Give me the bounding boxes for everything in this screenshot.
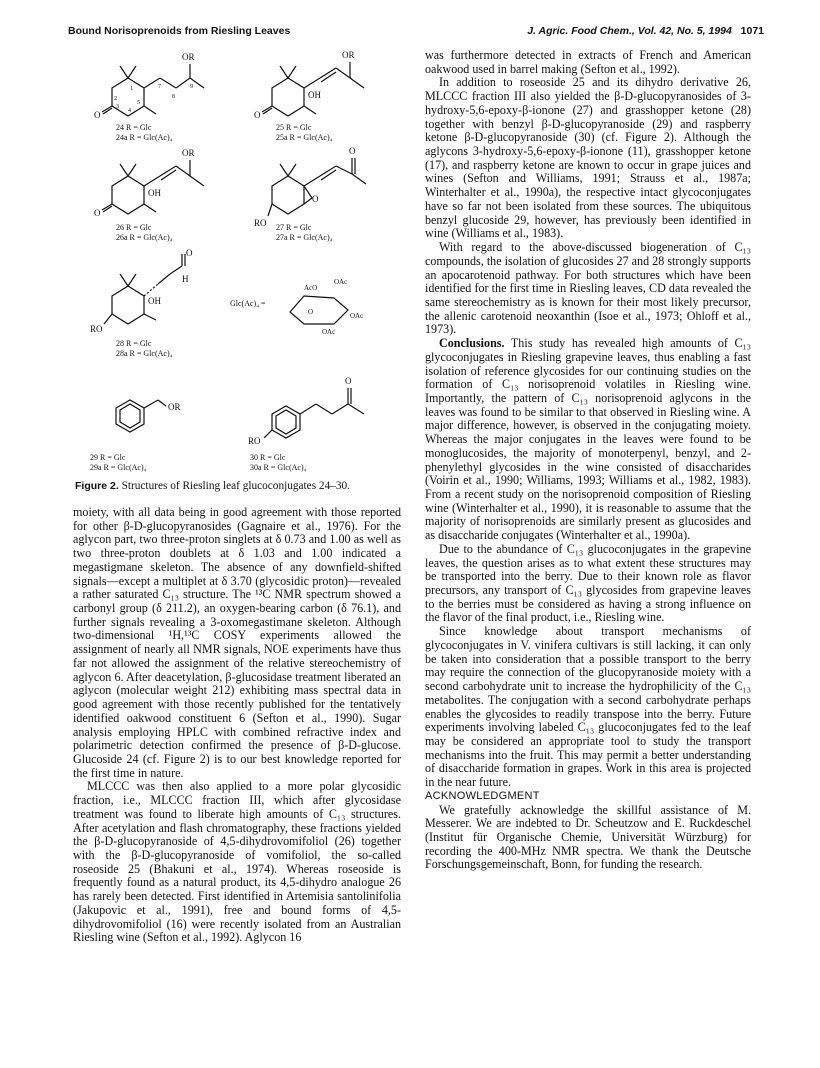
svg-text:9: 9 xyxy=(190,84,193,90)
figure-caption-label: Figure 2. xyxy=(75,480,119,492)
svg-text:H: H xyxy=(182,274,189,284)
left-column xyxy=(73,506,401,945)
svg-text:1: 1 xyxy=(130,86,133,92)
acknowledgment-text: We gratefully acknowledge the skillful assistance of M. Messerer. We are indebted to Dr. Scheutzow and E. Ruckdeschel (Institut für Organische Chemie, Universität Würzburg) for recording the 400-MHz NMR spectra. We thank the Deutsche Forschungsgemeinschaft, Bonn, for funding the research. xyxy=(425,802,751,872)
figure-caption-text: Structures of Riesling leaf glucoconjugates 24–30. xyxy=(118,480,350,492)
right-paragraph-2: With regard to the above-discussed biogeneration of C₁₃ compounds, the isolation of glucosides 27 and 28 strongly supports an apocarotenoid pathway. For both structures which have been identified for the first time in Riesling leaves, CD data revealed the same stereochemistry as is known for their most likely precursor, the allenic carotenoid neoxanthin (Isoe et al., 1973; Ohloff et al., 1973). xyxy=(425,240,751,337)
structure-28 xyxy=(90,248,193,334)
structures-drawing xyxy=(72,48,412,478)
label-30a: 30a R = Glc(Ac)₄ xyxy=(250,463,307,472)
right-paragraph-1: In addition to roseoside 25 and its dihydro derivative 26, MLCCC fraction III also yielded the β-D-glucopyranosides of 3-hydroxy-5,6-epoxy-β-ionone (27) and grasshopper ketone (28) together with benzyl β-D-glucopyranoside (29) and raspberry ketone β-D-glucopyranoside (30) (cf. Figure 2). Although the aglycons 3-hydroxy-5,6-epoxy-β-ionone (11), grasshopper ketone (17), and raspberry ketone are known to occur in grape juices and wines (Sefton and Williams, 1991; Strauss et al., 1987a; Winterhalter et al., 1990a), the respective intact glycoconjugates have so far not been isolated from these sources. The ubiquitous benzyl glucoside 29, however, has previously been identified in wine (Williams et al., 1983). xyxy=(425,75,751,241)
svg-text:O: O xyxy=(349,146,356,156)
svg-text:OR: OR xyxy=(182,52,195,62)
svg-text:O: O xyxy=(254,110,261,120)
right-paragraph-4: Due to the abundance of C₁₃ glucoconjugates in the grapevine leaves, the question arises as to what extent these structures may be transported into the berry. Due to their known role as flavor precursors, any transport of C₁₃ glycosides from grapevine leaves to the berries must be considered as having a strong influence on the flavor of the final product, i.e., Riesling wine. xyxy=(425,541,751,625)
left-paragraph-1: moiety, with all data being in good agreement with those reported for other β-D-glucopyranosides (Gagnaire et al., 1976). For the aglycon part, two three-proton singlets at δ 0.73 and 1.00 as well as two three-proton doublets at δ 1.03 and 1.00 indicated a megastigmane skeleton. The absence of any downfield-shifted signals—except a multiplet at δ 3.70 (glycosidic proton)—revealed a rather saturated C₁₃ structure. The ¹³C NMR spectrum showed a carbonyl group (δ 211.2), an oxygen-bearing carbon (δ 76.1), and further signals revealing a 3-oxomegastimane skeleton. Although two-dimensional ¹H,¹³C COSY experiments allowed the assignment of nearly all NMR signals, NOE experiments have thus far not allowed the assignment of the relative stereochemistry of aglycon 6. After deacetylation, β-glucosidase treatment liberated an aglycon (molecular weight 212) exhibiting mass spectral data in good agreement with those recently published for the tentatively identified oakwood constituent 6 (Sefton et al., 1990). Sugar analysis employing HPLC with combined refractive index and polarimetric detection confirmed the presence of β-D-glucose. Glucoside 24 (cf. Figure 2) is to our best knowledge reported for the first time in nature. xyxy=(73,505,401,780)
acknowledgment-heading: ACKNOWLEDGMENT xyxy=(425,789,540,802)
label-25a: 25a R = Glc(Ac)₄ xyxy=(276,133,333,142)
svg-text:OAc: OAc xyxy=(322,328,336,336)
structure-26 xyxy=(94,148,204,218)
label-26a: 26a R = Glc(Ac)₄ xyxy=(116,233,173,242)
svg-text:7: 7 xyxy=(158,84,161,90)
structure-25 xyxy=(254,50,364,120)
label-29a: 29a R = Glc(Ac)₄ xyxy=(90,463,147,472)
svg-text:O: O xyxy=(94,208,101,218)
conclusions-label: Conclusions. xyxy=(439,336,505,351)
right-column xyxy=(425,49,751,872)
label-24a: 24a R = Glc(Ac)₄ xyxy=(116,133,173,142)
header-journal: J. Agric. Food Chem., xyxy=(527,25,635,37)
figure-2 xyxy=(72,48,412,496)
svg-text:OH: OH xyxy=(148,296,161,306)
label-28a: 28a R = Glc(Ac)₄ xyxy=(116,349,173,358)
svg-text:RO: RO xyxy=(248,436,261,446)
svg-text:3: 3 xyxy=(116,104,119,110)
svg-text:OR: OR xyxy=(342,50,355,60)
svg-text:RO: RO xyxy=(254,218,267,228)
label-27: 27 R = Glc xyxy=(276,223,312,232)
svg-text:OAc: OAc xyxy=(334,278,348,286)
svg-text:4: 4 xyxy=(128,108,131,114)
label-24: 24 R = Glc xyxy=(116,123,152,132)
svg-text:5: 5 xyxy=(137,100,140,106)
svg-text:O: O xyxy=(186,248,193,258)
label-27a: 27a R = Glc(Ac)₄ xyxy=(276,233,333,242)
svg-text:O: O xyxy=(345,376,352,386)
header-title: Bound Norisoprenoids from Riesling Leaves xyxy=(68,25,291,37)
structure-27 xyxy=(254,146,366,228)
conclusions-text: This study has revealed high amounts of C₁₃ glycoconjugates in Riesling grapevine leaves, thus enabling a fast isolation of reference glycosides for our continuing studies on the formation of C₁₃ norisoprenoid volatiles in Riesling wine. Importantly, the pattern of C₁₃ norisoprenoid aglycons in the leaves was found to be similar to that observed in Riesling wine. A major difference, however, is observed in the conjugating moiety. Whereas the major conjugates in the leaves were found to be monoglucosides, the majority of monoterpenyl, benzyl, and 2-phenylethyl glycosides in the wine consisted of disaccharides (Voirin et al., 1990; Williams, 1993; Williams et al., 1982, 1983). From a recent study on the norisoprenoid composition of Riesling wine (Winterhalter et al., 1990), it is reasonable to assume that the majority of norisoprenoids are similarly present as glucosides and as disaccharide conjugates (Winterhalter et al., 1990a). xyxy=(425,336,751,543)
svg-text:OH: OH xyxy=(148,188,161,198)
svg-text:O: O xyxy=(94,110,101,120)
right-paragraph-5: Since knowledge about transport mechanisms of glycoconjugates in V. vinifera cultivars is still lacking, it can only be taken into consideration that a possible transport to the berry may require the connection of the glucopyranoside moiety with a second carbohydrate unit to increase the hydrophilicity of the C₁₃ metabolites. The conjugation with a second carbohydrate perhaps enables the glycosides to readily transpose into the berry. Future experiments involving labeled C₁₃ glucoconjugates fed to the leaf may be considered an appropriate tool to study the transport mechanisms into the fruit. This may permit a better understanding of disaccharide formation in grapes. Work in this area is projected in the near future. xyxy=(425,624,751,790)
header-volume: Vol. 42, No. 5, 1994 xyxy=(637,25,732,37)
svg-text:AcO: AcO xyxy=(304,284,318,292)
svg-text:O: O xyxy=(308,308,314,316)
right-paragraph-0: was furthermore detected in extracts of French and American oakwood used in barrel making (Sefton et al., 1992). xyxy=(425,48,751,76)
conclusions-paragraph xyxy=(425,337,751,543)
structure-24 xyxy=(94,52,204,120)
running-header xyxy=(68,25,764,39)
label-30: 30 R = Glc xyxy=(250,453,286,462)
svg-text:8: 8 xyxy=(172,94,175,100)
label-28: 28 R = Glc xyxy=(116,339,152,348)
svg-text:O: O xyxy=(312,194,319,204)
label-29: 29 R = Glc xyxy=(90,453,126,462)
svg-text:OR: OR xyxy=(182,148,195,158)
header-page: 1071 xyxy=(740,25,764,37)
label-26: 26 R = Glc xyxy=(116,223,152,232)
label-25: 25 R = Glc xyxy=(276,123,312,132)
svg-text:2: 2 xyxy=(114,96,117,102)
left-paragraph-2: MLCCC was then also applied to a more polar glycosidic fraction, i.e., MLCCC fraction III, which after glycosidase treatment was found to liberate high amounts of C₁₃ structures. After acetylation and flash chromatography, these fractions yielded the β-D-glucopyranoside of 4,5-dihydrovomifoliol (26) together with the β-D-glucopyranoside of vomifoliol, the so-called roseoside 25 (Bhakuni et al., 1974). Whereas roseoside is frequently found as a natural product, its 4,5-dihydro analogue 26 has rarely been detected. First identified in Artemisia santolinifolia (Jakupovic et al., 1991), free and bound forms of 4,5-dihydrovomifoliol (16) were recently isolated from an Australian Riesling wine (Sefton et al., 1992). Aglycon 16 xyxy=(73,779,401,945)
svg-text:OH: OH xyxy=(308,90,321,100)
header-citation xyxy=(527,25,764,37)
figure-caption xyxy=(75,480,405,492)
glc-def-label: Glc(Ac)₄ = xyxy=(230,299,266,308)
glc-ac4-structure xyxy=(230,278,363,336)
svg-text:OR: OR xyxy=(168,402,181,412)
svg-text:OAc: OAc xyxy=(350,312,364,320)
structure-29 xyxy=(116,400,181,432)
svg-text:RO: RO xyxy=(90,324,103,334)
structure-30 xyxy=(248,376,364,446)
